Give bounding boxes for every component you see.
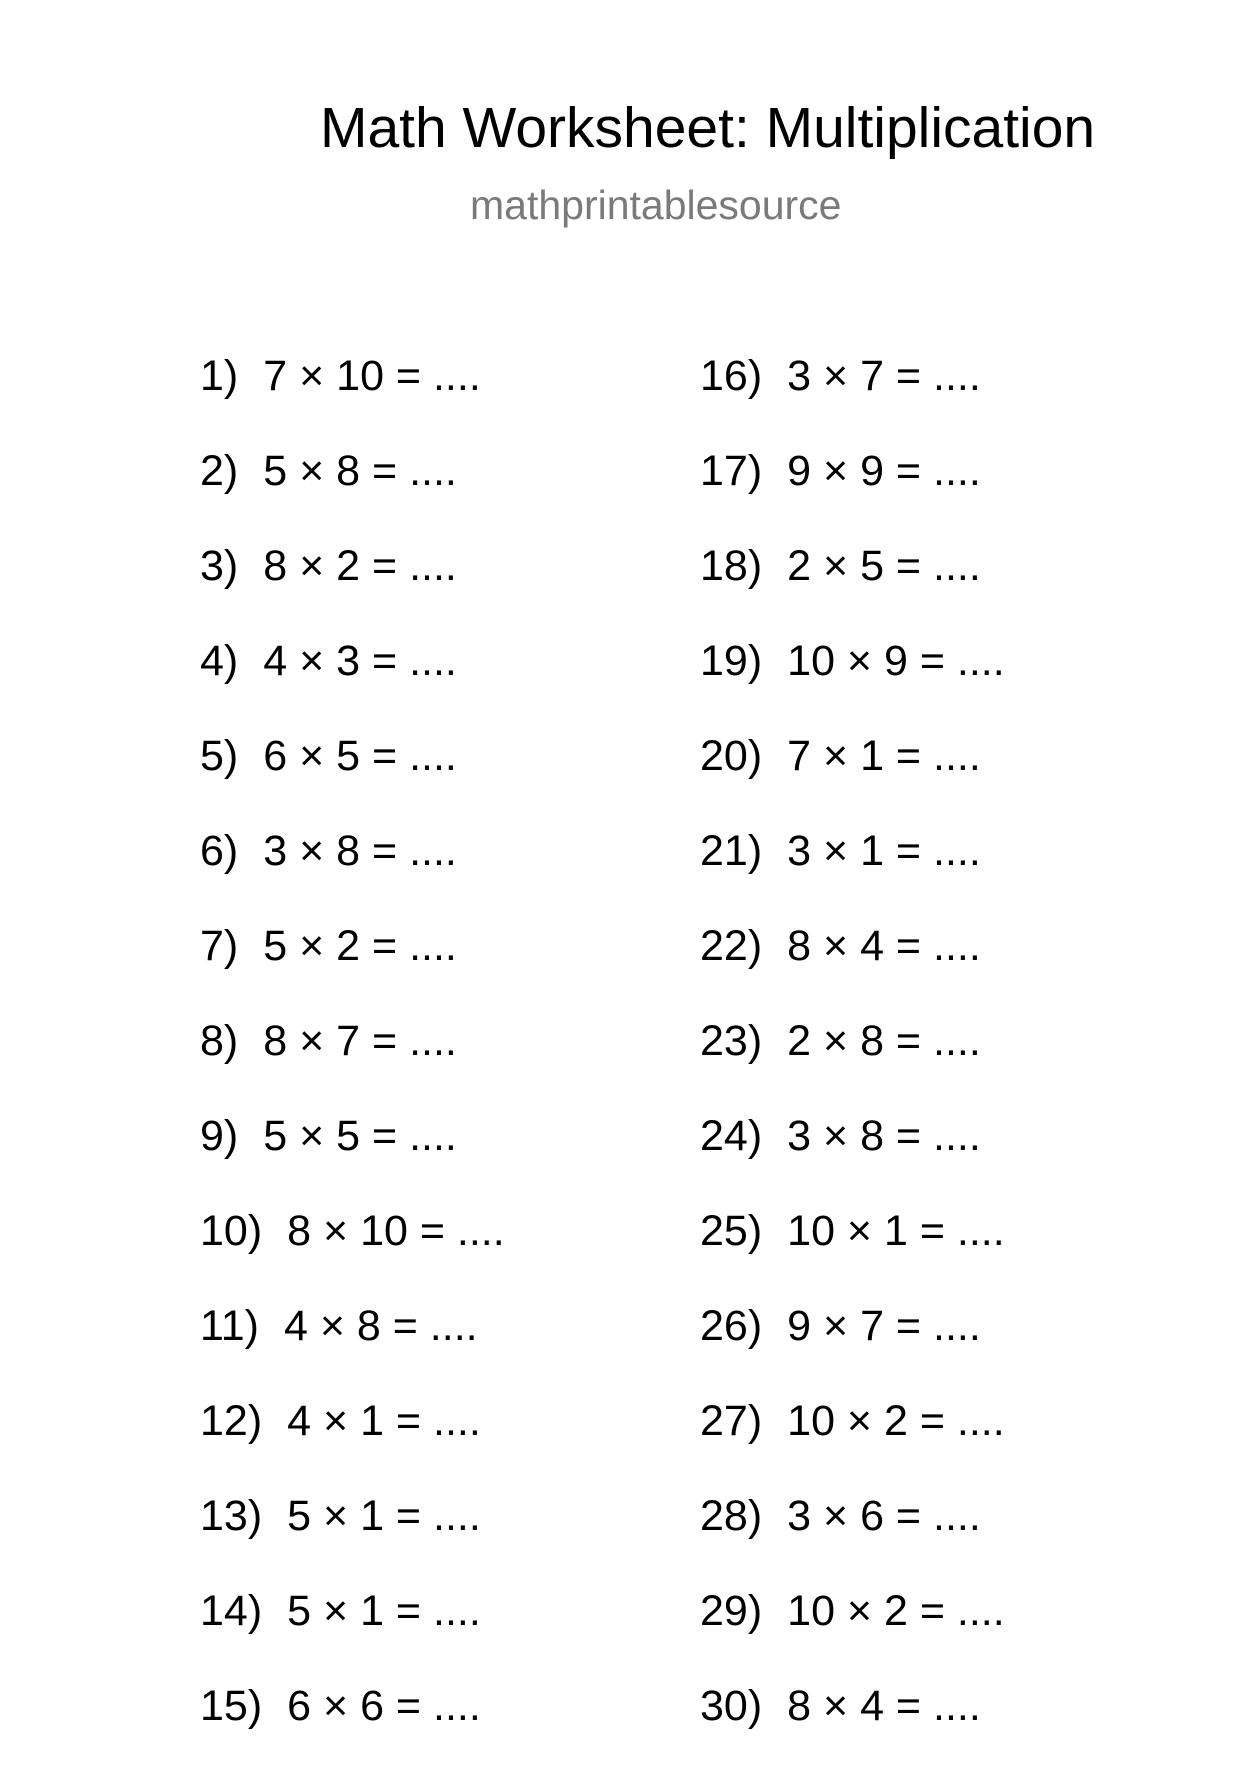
problem-expression: 5 × 5 = .... bbox=[263, 1112, 457, 1160]
problem-number: 4) bbox=[200, 637, 239, 685]
problem-item bbox=[700, 922, 1005, 1020]
problem-expression: 8 × 10 = .... bbox=[287, 1207, 505, 1255]
problem-number: 22) bbox=[700, 922, 763, 970]
problem-expression: 8 × 7 = .... bbox=[263, 1017, 457, 1065]
problem-item bbox=[700, 1302, 1005, 1400]
problem-expression: 9 × 9 = .... bbox=[787, 447, 981, 495]
problem-number: 1) bbox=[200, 352, 239, 400]
problem-item bbox=[700, 352, 1005, 450]
problem-expression: 10 × 9 = .... bbox=[787, 637, 1005, 685]
problem-expression: 2 × 8 = .... bbox=[787, 1017, 981, 1065]
problem-number: 3) bbox=[200, 542, 239, 590]
problem-expression: 5 × 1 = .... bbox=[287, 1587, 481, 1635]
problem-number: 30) bbox=[700, 1682, 763, 1730]
problem-number: 25) bbox=[700, 1207, 763, 1255]
problem-expression: 4 × 3 = .... bbox=[263, 637, 457, 685]
problem-item bbox=[200, 352, 505, 450]
problem-item bbox=[200, 827, 505, 925]
problem-number: 9) bbox=[200, 1112, 239, 1160]
problem-expression: 6 × 6 = .... bbox=[287, 1682, 481, 1730]
problem-number: 18) bbox=[700, 542, 763, 590]
problem-number: 28) bbox=[700, 1492, 763, 1540]
problem-expression: 3 × 8 = .... bbox=[787, 1112, 981, 1160]
problem-item bbox=[700, 827, 1005, 925]
problem-number: 21) bbox=[700, 827, 763, 875]
problem-number: 16) bbox=[700, 352, 763, 400]
problem-item bbox=[700, 1587, 1005, 1685]
problem-number: 20) bbox=[700, 732, 763, 780]
problem-number: 14) bbox=[200, 1587, 263, 1635]
problem-expression: 10 × 2 = .... bbox=[787, 1587, 1005, 1635]
problem-item bbox=[200, 637, 505, 735]
problem-item bbox=[700, 732, 1005, 830]
problem-item bbox=[200, 1682, 505, 1780]
problem-expression: 7 × 10 = .... bbox=[263, 352, 481, 400]
problem-number: 10) bbox=[200, 1207, 263, 1255]
problem-expression: 3 × 7 = .... bbox=[787, 352, 981, 400]
problem-expression: 3 × 8 = .... bbox=[263, 827, 457, 875]
problem-item bbox=[200, 1492, 505, 1590]
problem-expression: 4 × 1 = .... bbox=[287, 1397, 481, 1445]
problem-expression: 4 × 8 = .... bbox=[283, 1302, 478, 1350]
problem-expression: 2 × 5 = .... bbox=[787, 542, 981, 590]
problem-item bbox=[700, 1207, 1005, 1305]
problem-expression: 8 × 2 = .... bbox=[263, 542, 457, 590]
problem-number: 17) bbox=[700, 447, 763, 495]
problem-number: 23) bbox=[700, 1017, 763, 1065]
problem-expression: 9 × 7 = .... bbox=[787, 1302, 981, 1350]
problem-number: 8) bbox=[200, 1017, 239, 1065]
problem-item bbox=[200, 447, 505, 545]
problem-expression: 5 × 8 = .... bbox=[263, 447, 457, 495]
problem-number: 12) bbox=[200, 1397, 263, 1445]
problem-number: 2) bbox=[200, 447, 239, 495]
problem-item bbox=[200, 1587, 505, 1685]
problem-expression: 8 × 4 = .... bbox=[787, 922, 981, 970]
problem-item bbox=[700, 447, 1005, 545]
problem-item bbox=[200, 922, 505, 1020]
problem-number: 7) bbox=[200, 922, 239, 970]
problem-item bbox=[700, 637, 1005, 735]
problem-item bbox=[200, 542, 505, 640]
problem-number: 13) bbox=[200, 1492, 263, 1540]
problem-item bbox=[700, 1492, 1005, 1590]
problem-expression: 6 × 5 = .... bbox=[263, 732, 457, 780]
problem-item bbox=[700, 1112, 1005, 1210]
problem-item bbox=[200, 1397, 505, 1495]
problem-item bbox=[200, 1207, 505, 1305]
problem-number: 27) bbox=[700, 1397, 763, 1445]
problem-number: 5) bbox=[200, 732, 239, 780]
problem-expression: 3 × 6 = .... bbox=[787, 1492, 981, 1540]
problem-number: 29) bbox=[700, 1587, 763, 1635]
problem-item bbox=[700, 542, 1005, 640]
problem-expression: 10 × 1 = .... bbox=[787, 1207, 1005, 1255]
problem-number: 11) bbox=[200, 1302, 259, 1350]
problem-item bbox=[700, 1017, 1005, 1115]
problem-expression: 3 × 1 = .... bbox=[787, 827, 981, 875]
worksheet-subtitle: mathprintablesource bbox=[470, 182, 842, 228]
problem-number: 26) bbox=[700, 1302, 763, 1350]
problem-column-right bbox=[700, 352, 1005, 1780]
worksheet-title: Math Worksheet: Multiplication bbox=[320, 96, 1096, 160]
problem-number: 19) bbox=[700, 637, 763, 685]
problem-item bbox=[200, 1017, 505, 1115]
problem-column-left bbox=[200, 352, 505, 1780]
problem-item bbox=[200, 1112, 505, 1210]
problem-item bbox=[200, 1302, 505, 1400]
problem-expression: 8 × 4 = .... bbox=[787, 1682, 981, 1730]
problem-number: 15) bbox=[200, 1682, 263, 1730]
problem-expression: 5 × 2 = .... bbox=[263, 922, 457, 970]
problem-item bbox=[700, 1682, 1005, 1780]
problem-number: 6) bbox=[200, 827, 239, 875]
problem-number: 24) bbox=[700, 1112, 763, 1160]
problem-expression: 5 × 1 = .... bbox=[287, 1492, 481, 1540]
problem-item bbox=[200, 732, 505, 830]
problem-item bbox=[700, 1397, 1005, 1495]
problem-expression: 10 × 2 = .... bbox=[787, 1397, 1005, 1445]
problem-expression: 7 × 1 = .... bbox=[787, 732, 981, 780]
